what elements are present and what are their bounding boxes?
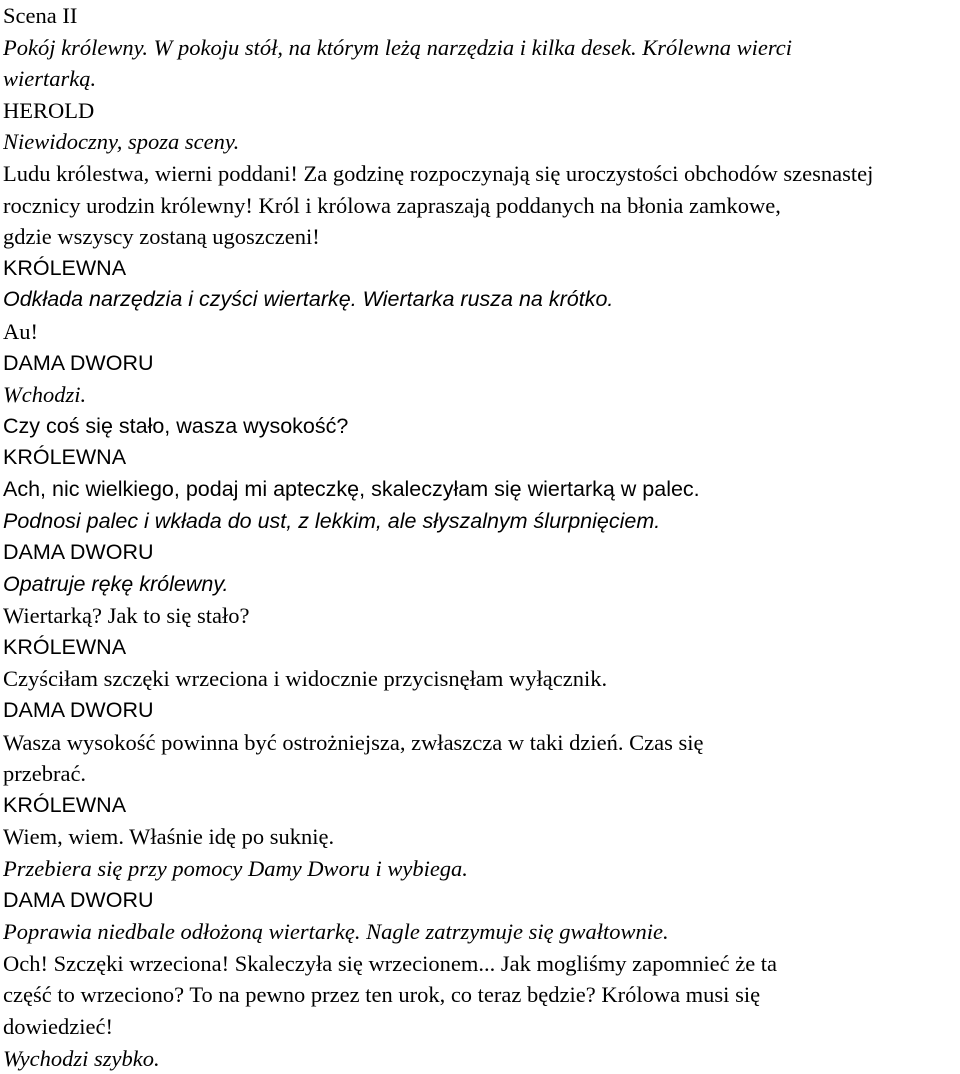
- stage-direction: Poprawia niedbale odłożoną wiertarkę. Nagle zatrzymuje się gwałtownie.: [3, 919, 669, 945]
- stage-direction: Odkłada narzędzia i czyści wiertarkę. Wiertarka rusza na krótko.: [3, 287, 614, 312]
- stage-direction: Niewidoczny, spoza sceny.: [3, 129, 240, 155]
- dialogue-herold: [3, 158, 960, 253]
- speaker-name: DAMA DWORU: [3, 887, 154, 912]
- dialogue-line: część to wrzeciono? To na pewno przez ten urok, co teraz będzie? Królowa musi się: [3, 982, 761, 1008]
- scene-title: Scena II: [3, 3, 78, 28]
- speaker-name: KRÓLEWNA: [3, 255, 127, 280]
- dialogue-line: Och! Szczęki wrzeciona! Skaleczyła się wrzecionem... Jak mogliśmy zapomnieć że ta: [3, 950, 778, 976]
- dialogue-line: Ach, nic wielkiego, podaj mi apteczkę, skaleczyłam się wiertarką w palec.: [3, 476, 700, 501]
- dialogue-line: rocznicy urodzin królewny! Król i królowa zapraszają poddanych na błonia zamkowe,: [3, 192, 781, 218]
- dialogue-line: przebrać.: [3, 761, 87, 787]
- stage-direction: Przebiera się przy pomocy Damy Dworu i wybiega.: [3, 856, 468, 882]
- stage-direction: Wychodzi szybko.: [3, 1045, 160, 1071]
- speaker-name: DAMA DWORU: [3, 540, 154, 565]
- stage-direction: Opatruje rękę królewny.: [3, 571, 229, 596]
- dialogue-line: Au!: [3, 318, 38, 344]
- dialogue-line: dowiedzieć!: [3, 1014, 113, 1039]
- dialogue-line: Wiertarką? Jak to się stało?: [3, 603, 250, 629]
- dialogue-line: Wiem, wiem. Właśnie idę po suknię.: [3, 824, 335, 850]
- stage-direction: Wchodzi.: [3, 382, 87, 408]
- speaker-name: DAMA DWORU: [3, 698, 154, 723]
- speaker-name: DAMA DWORU: [3, 350, 154, 375]
- stage-direction-line: Pokój królewny. W pokoju stół, na którym leżą narzędzia i kilka desek. Królewna wierci: [3, 34, 793, 60]
- dialogue-line: gdzie wszyscy zostaną ugoszczeni!: [3, 224, 320, 250]
- dialogue-line: Czyściłam szczęki wrzeciona i widocznie przycisnęłam wyłącznik.: [3, 666, 608, 692]
- speaker-name: HEROLD: [3, 97, 95, 123]
- dialogue-line: Czy coś się stało, wasza wysokość?: [3, 413, 349, 438]
- dialogue-line: Wasza wysokość powinna być ostrożniejsza, zwłaszcza w taki dzień. Czas się: [3, 729, 704, 755]
- stage-direction-line: wiertarką.: [3, 66, 97, 92]
- speaker-name: KRÓLEWNA: [3, 792, 127, 817]
- dialogue-dama-dworu: [3, 727, 960, 790]
- speaker-name: KRÓLEWNA: [3, 445, 127, 470]
- speaker-name: KRÓLEWNA: [3, 634, 127, 659]
- dialogue-line: Ludu królestwa, wierni poddani! Za godzinę rozpoczynają się uroczystości obchodów szesnastej: [3, 160, 874, 186]
- stage-direction-opening: [3, 32, 957, 95]
- dialogue-closing: [3, 948, 960, 1043]
- stage-direction: Podnosi palec i wkłada do ust, z lekkim, ale słyszalnym ślurpnięciem.: [3, 508, 661, 533]
